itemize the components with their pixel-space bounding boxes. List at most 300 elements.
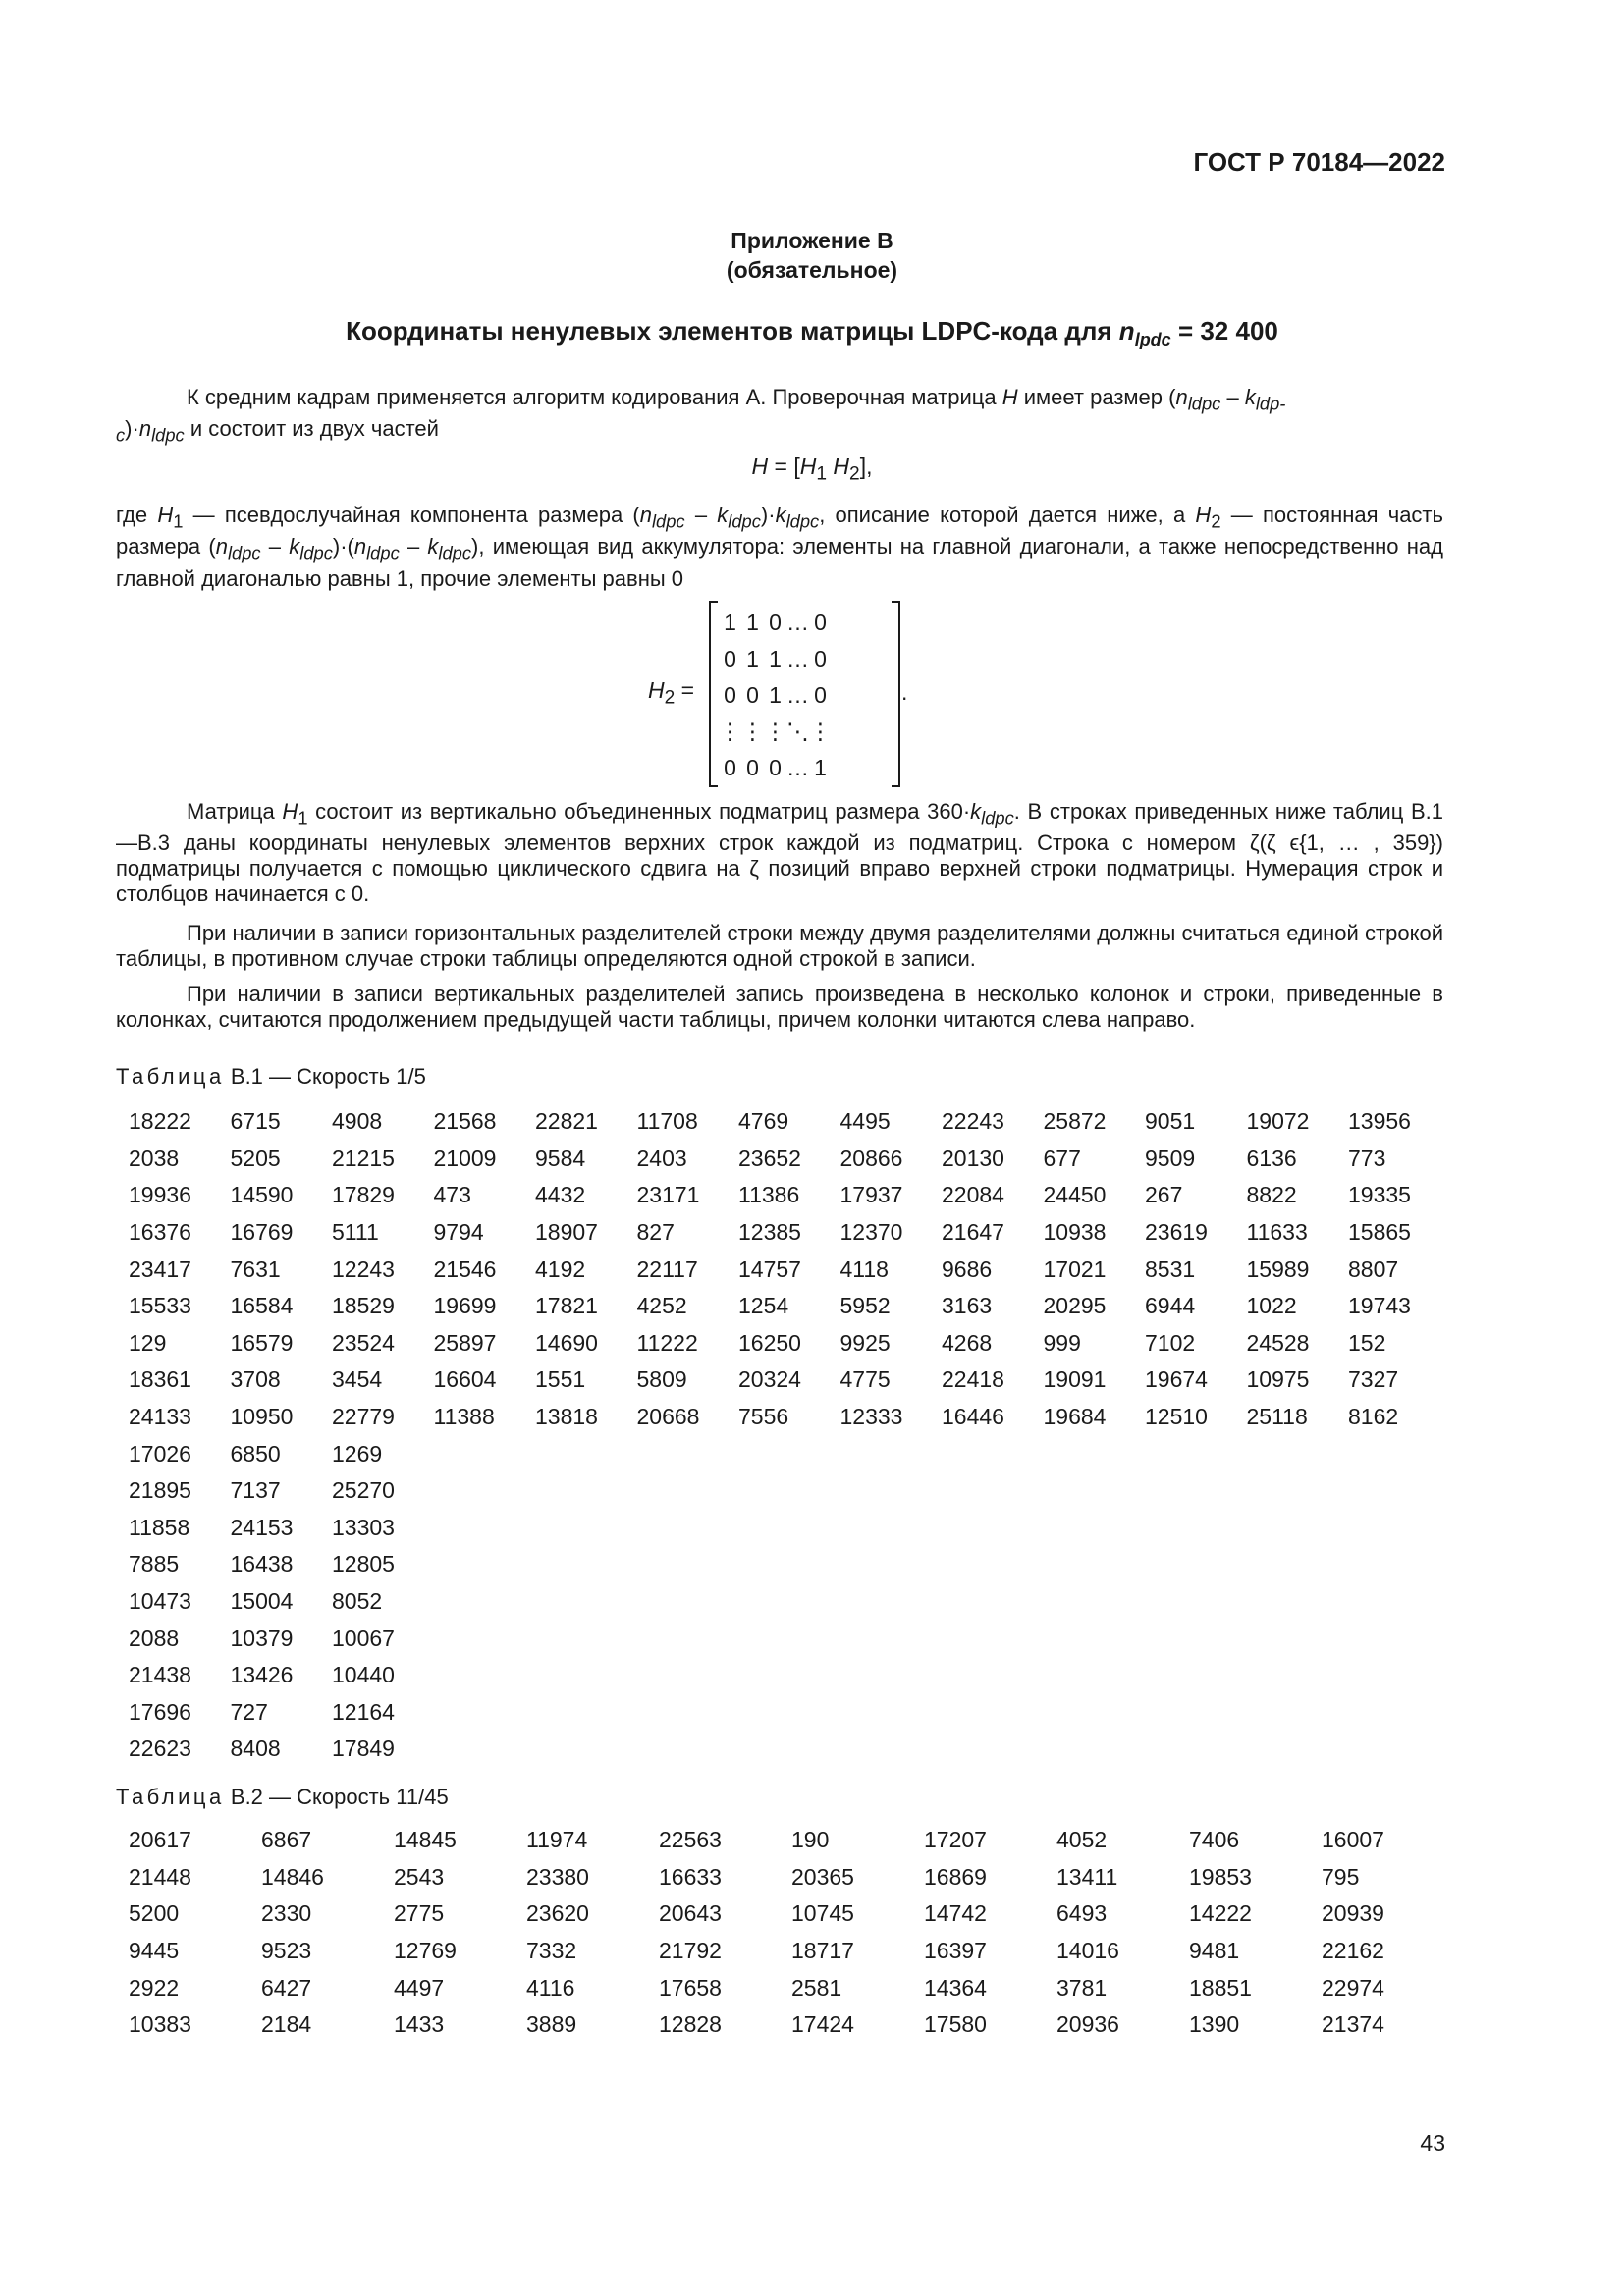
table1-cell bbox=[1145, 1620, 1247, 1657]
table1-cell bbox=[1145, 1546, 1247, 1583]
table1-cell: 11633 bbox=[1246, 1219, 1308, 1246]
table1-row bbox=[129, 1620, 1450, 1657]
table1-cell: 16250 bbox=[738, 1329, 801, 1356]
table1-cell: 20866 bbox=[839, 1145, 903, 1171]
table1-cell bbox=[1247, 1583, 1349, 1621]
table1-row bbox=[129, 1472, 1450, 1510]
table2-cell: 7406 bbox=[1189, 1827, 1240, 1853]
table1-cell bbox=[637, 1510, 739, 1547]
table2-row bbox=[129, 1822, 1454, 1859]
table1-cell: 22821 bbox=[535, 1108, 598, 1135]
table1-cell: 19936 bbox=[129, 1182, 191, 1208]
table1-cell: 23652 bbox=[738, 1145, 801, 1171]
table1-cell bbox=[434, 1435, 536, 1472]
table1-cell: 4252 bbox=[636, 1293, 687, 1319]
table1-cell: 11708 bbox=[636, 1108, 698, 1135]
table2-cell: 2184 bbox=[261, 2011, 312, 2038]
table2-cell: 16869 bbox=[924, 1863, 987, 1890]
table2-cell: 11974 bbox=[526, 1827, 588, 1853]
table1-cell bbox=[738, 1435, 840, 1472]
table2-cell: 10383 bbox=[129, 2011, 191, 2038]
table1-row bbox=[129, 1583, 1450, 1621]
table1-cell bbox=[1247, 1731, 1349, 1768]
table1-cell: 5111 bbox=[332, 1219, 379, 1246]
table1-cell: 8807 bbox=[1348, 1255, 1399, 1282]
table1-cell: 18361 bbox=[129, 1366, 191, 1393]
table2-cell: 17424 bbox=[791, 2011, 854, 2038]
table1-cell bbox=[535, 1435, 637, 1472]
table1-cell bbox=[1348, 1435, 1450, 1472]
table1-cell: 17696 bbox=[129, 1698, 191, 1725]
document-code: ГОСТ Р 70184—2022 bbox=[1193, 147, 1445, 177]
intro-paragraph-1: К средним кадрам применяется алгоритм кодирования А. Проверочная матрица H имеет размер ($n_{ldpc} - k_{ldp-}$ $_c)\cdot n_{ldpc}$ и состоит из двух частей bbox=[116, 385, 1286, 446]
table1-cell bbox=[942, 1546, 1044, 1583]
table2-cell: 14742 bbox=[924, 1900, 987, 1927]
table1-cell: 1254 bbox=[738, 1293, 789, 1319]
table1-cell: 15865 bbox=[1348, 1219, 1411, 1246]
table2-cell: 17207 bbox=[924, 1827, 987, 1853]
table1-cell: 10938 bbox=[1043, 1219, 1107, 1246]
matrix-cell: … bbox=[786, 646, 809, 671]
table1-cell bbox=[840, 1694, 943, 1732]
table1-cell: 24450 bbox=[1043, 1182, 1107, 1208]
table1-cell: 5205 bbox=[230, 1145, 281, 1171]
table1-cell bbox=[637, 1435, 739, 1472]
intro-paragraph-2: где $H_1$ — псевдослучайная компонента размера $(n_{ldpc} - k_{ldpc})\cdot k_{ldpc}$, описание которой дается ниже, а $H_2$ — постоянная часть размера $(n_{ldpc} - k_{ldpc})\cdot(n_{ldpc} - k_{ldpc})$, имеющая вид аккумулятора: элементы на главной диагонали, а также непосредственно над главной диагональю равны 1, прочие элементы равны 0 bbox=[116, 503, 1443, 591]
table1-cell: 9686 bbox=[942, 1255, 993, 1282]
matrix-cell: ⋮ bbox=[809, 719, 832, 744]
table1-cell: 10473 bbox=[129, 1588, 191, 1615]
table1-cell: 129 bbox=[129, 1329, 167, 1356]
table1-cell: 19743 bbox=[1348, 1293, 1411, 1319]
table1-cell: 20295 bbox=[1043, 1293, 1107, 1319]
table2-row bbox=[129, 1859, 1454, 1896]
matrix-cell: 0 bbox=[814, 682, 827, 708]
table1-cell: 17829 bbox=[332, 1182, 395, 1208]
table1-cell: 1022 bbox=[1246, 1293, 1297, 1319]
table2-cell: 2922 bbox=[129, 1974, 180, 2001]
table1-cell: 18529 bbox=[332, 1293, 395, 1319]
table1-cell: 5952 bbox=[839, 1293, 891, 1319]
table1-cell: 21647 bbox=[942, 1219, 1004, 1246]
table2-cell: 22162 bbox=[1322, 1938, 1384, 1964]
table2-cell: 21792 bbox=[659, 1938, 722, 1964]
table2-cell: 14016 bbox=[1056, 1938, 1119, 1964]
table1-cell: 9051 bbox=[1145, 1108, 1196, 1135]
table1-cell bbox=[1247, 1694, 1349, 1732]
matrix-row bbox=[719, 677, 832, 714]
matrix-row bbox=[719, 714, 832, 750]
table1-cell bbox=[738, 1657, 840, 1694]
table1-cell: 1551 bbox=[535, 1366, 586, 1393]
table1-cell: 17821 bbox=[535, 1293, 598, 1319]
appendix-status: (обязательное) bbox=[726, 257, 898, 283]
table1-cell bbox=[1247, 1657, 1349, 1694]
table1-cell bbox=[434, 1583, 536, 1621]
table1-row bbox=[129, 1399, 1450, 1436]
table1-cell bbox=[840, 1731, 943, 1768]
table1-cell bbox=[840, 1620, 943, 1657]
table1-cell: 4908 bbox=[332, 1108, 383, 1135]
table1-row bbox=[129, 1214, 1450, 1252]
table1-cell bbox=[1348, 1510, 1450, 1547]
table1-cell: 4118 bbox=[839, 1255, 889, 1282]
table1-cell: 12805 bbox=[332, 1551, 395, 1577]
matrix-cell: 0 bbox=[769, 755, 782, 780]
table1-cell: 19072 bbox=[1246, 1108, 1310, 1135]
table2-cell: 7332 bbox=[526, 1938, 577, 1964]
table1-cell bbox=[738, 1472, 840, 1510]
matrix-row bbox=[719, 605, 832, 641]
table1-cell: 2038 bbox=[129, 1145, 180, 1171]
table1-cell bbox=[840, 1472, 943, 1510]
table2-cell: 17658 bbox=[659, 1974, 722, 2001]
table2-caption: Таблица В.2 — Скорость 11/45 bbox=[116, 1785, 449, 1809]
table1-cell: 7137 bbox=[230, 1477, 281, 1504]
table1-cell: 15989 bbox=[1246, 1255, 1310, 1282]
table2-row bbox=[129, 1933, 1454, 1970]
table1-cell bbox=[1145, 1731, 1247, 1768]
table1-row bbox=[129, 1731, 1450, 1768]
table1-row bbox=[129, 1325, 1450, 1362]
table1-cell: 6136 bbox=[1246, 1145, 1297, 1171]
table1-row bbox=[129, 1251, 1450, 1288]
table1-cell: 6850 bbox=[230, 1440, 281, 1467]
table1-cell: 6944 bbox=[1145, 1293, 1196, 1319]
table2-cell: 16397 bbox=[924, 1938, 987, 1964]
table1-cell: 12370 bbox=[839, 1219, 903, 1246]
table2-cell: 13411 bbox=[1056, 1863, 1118, 1890]
table1-cell bbox=[535, 1583, 637, 1621]
table1-cell bbox=[1247, 1510, 1349, 1547]
table2-cell: 1390 bbox=[1189, 2011, 1240, 2038]
table1-cell bbox=[942, 1731, 1044, 1768]
table1-cell bbox=[1348, 1546, 1450, 1583]
table1-cell: 267 bbox=[1145, 1182, 1183, 1208]
table2-cell: 4497 bbox=[394, 1974, 445, 2001]
table1-cell: 16584 bbox=[230, 1293, 294, 1319]
table1-cell bbox=[942, 1694, 1044, 1732]
matrix-cell: ⋮ bbox=[741, 719, 764, 744]
table2-cell: 190 bbox=[791, 1827, 830, 1853]
table1-cell: 22623 bbox=[129, 1735, 191, 1762]
matrix-cell: 1 bbox=[814, 755, 827, 780]
matrix-cell: 1 bbox=[724, 610, 736, 635]
table2-cell: 795 bbox=[1322, 1863, 1360, 1890]
table2-cell: 20365 bbox=[791, 1863, 854, 1890]
table2-cell: 22563 bbox=[659, 1827, 722, 1853]
matrix-cell: 0 bbox=[724, 646, 736, 671]
table1-cell: 17021 bbox=[1043, 1255, 1107, 1282]
table1-cell bbox=[738, 1731, 840, 1768]
table1-cell bbox=[434, 1731, 536, 1768]
matrix-cell: 0 bbox=[769, 610, 782, 635]
table1-cell: 12164 bbox=[332, 1698, 395, 1725]
matrix-row bbox=[719, 750, 832, 786]
matrix-cell: 0 bbox=[746, 755, 759, 780]
table2-cell: 18851 bbox=[1189, 1974, 1252, 2001]
table1-cell: 19684 bbox=[1043, 1404, 1107, 1430]
matrix-left-bracket bbox=[709, 601, 718, 787]
table2-row bbox=[129, 2006, 1454, 2044]
table1-cell: 7631 bbox=[230, 1255, 281, 1282]
table1-cell bbox=[535, 1546, 637, 1583]
table2-cell: 6427 bbox=[261, 1974, 312, 2001]
table2-cell: 14845 bbox=[394, 1827, 457, 1853]
table1-cell bbox=[1044, 1657, 1146, 1694]
table1-row bbox=[129, 1103, 1450, 1141]
table2-cell: 12828 bbox=[659, 2011, 722, 2038]
table2-cell: 20643 bbox=[659, 1900, 722, 1927]
table2-cell: 20939 bbox=[1322, 1900, 1384, 1927]
table2-cell: 9523 bbox=[261, 1938, 312, 1964]
table1-cell bbox=[1044, 1694, 1146, 1732]
table1-cell: 12243 bbox=[332, 1255, 395, 1282]
table2-cell: 14846 bbox=[261, 1863, 324, 1890]
table1-cell bbox=[535, 1620, 637, 1657]
table1-cell bbox=[840, 1657, 943, 1694]
table1-cell bbox=[1145, 1472, 1247, 1510]
table1-cell bbox=[535, 1510, 637, 1547]
matrix-cell: … bbox=[786, 682, 809, 708]
table1-cell: 19335 bbox=[1348, 1182, 1411, 1208]
table2-cell: 21448 bbox=[129, 1863, 191, 1890]
table1-cell bbox=[738, 1694, 840, 1732]
table1-cell: 14690 bbox=[535, 1329, 598, 1356]
table1-cell bbox=[1044, 1731, 1146, 1768]
table1-cell bbox=[434, 1472, 536, 1510]
table1-cell bbox=[434, 1510, 536, 1547]
table1-cell: 15004 bbox=[230, 1588, 294, 1615]
table1-cell bbox=[942, 1435, 1044, 1472]
table1-cell bbox=[1348, 1731, 1450, 1768]
table1-cell: 4268 bbox=[942, 1329, 993, 1356]
table2-row bbox=[129, 1969, 1454, 2006]
matrix-cell: … bbox=[786, 610, 809, 635]
table2-cell: 2775 bbox=[394, 1900, 445, 1927]
table1-cell: 2403 bbox=[636, 1145, 687, 1171]
appendix-heading: Координаты ненулевых элементов матрицы LDPC-кода для $n_{lpdc} = 32$ 400 bbox=[346, 316, 1278, 350]
table1-cell: 773 bbox=[1348, 1145, 1386, 1171]
table1-cell bbox=[1348, 1583, 1450, 1621]
table1-cell bbox=[637, 1546, 739, 1583]
table1-row bbox=[129, 1546, 1450, 1583]
table1-cell: 3163 bbox=[942, 1293, 993, 1319]
table1-cell: 10440 bbox=[332, 1662, 395, 1688]
table1-cell bbox=[840, 1546, 943, 1583]
table1-cell bbox=[535, 1657, 637, 1694]
table2-cell: 2330 bbox=[261, 1900, 312, 1927]
table1-cell: 473 bbox=[433, 1182, 471, 1208]
table1-cell: 152 bbox=[1348, 1329, 1386, 1356]
table1-cell: 827 bbox=[636, 1219, 675, 1246]
matrix-cell: 1 bbox=[746, 610, 759, 635]
matrix-cell: 0 bbox=[724, 755, 736, 780]
table1-cell bbox=[637, 1472, 739, 1510]
matrix-label: $H_2$ = bbox=[648, 677, 695, 709]
table1-cell: 3708 bbox=[230, 1366, 281, 1393]
table1-cell: 23524 bbox=[332, 1329, 395, 1356]
table1-cell: 8052 bbox=[332, 1588, 383, 1615]
table1-cell: 12510 bbox=[1145, 1404, 1208, 1430]
table1-cell: 677 bbox=[1043, 1145, 1081, 1171]
table1-cell bbox=[637, 1657, 739, 1694]
table1-cell: 23619 bbox=[1145, 1219, 1208, 1246]
table1-cell: 9509 bbox=[1145, 1145, 1196, 1171]
table2-cell: 10745 bbox=[791, 1900, 854, 1927]
table1-cell: 11858 bbox=[129, 1514, 190, 1540]
table1-cell: 7327 bbox=[1348, 1366, 1399, 1393]
table1-cell bbox=[738, 1510, 840, 1547]
table1-cell bbox=[1044, 1435, 1146, 1472]
table1-cell bbox=[1145, 1510, 1247, 1547]
table2-cell: 4116 bbox=[526, 1974, 575, 2001]
table1-cell: 10950 bbox=[230, 1404, 294, 1430]
table1-cell: 13303 bbox=[332, 1514, 395, 1540]
appendix-title: Приложение В bbox=[731, 228, 893, 253]
table1-cell bbox=[1348, 1472, 1450, 1510]
table1-cell bbox=[840, 1510, 943, 1547]
table1-cell: 18907 bbox=[535, 1219, 598, 1246]
table2-cell: 16007 bbox=[1322, 1827, 1384, 1853]
table1-cell bbox=[1044, 1510, 1146, 1547]
table1-cell: 13956 bbox=[1348, 1108, 1411, 1135]
table1-cell: 23171 bbox=[636, 1182, 700, 1208]
table1-cell: 2088 bbox=[129, 1625, 180, 1651]
table1-cell: 4495 bbox=[839, 1108, 891, 1135]
matrix-cell: ⋱ bbox=[786, 719, 809, 744]
page-number: 43 bbox=[1420, 2130, 1445, 2156]
table1-cell: 13426 bbox=[230, 1662, 294, 1688]
table1-cell: 19699 bbox=[433, 1293, 497, 1319]
table1-cell bbox=[942, 1510, 1044, 1547]
table1-cell bbox=[1044, 1546, 1146, 1583]
table1-cell bbox=[738, 1546, 840, 1583]
table1-cell bbox=[434, 1546, 536, 1583]
matrix-cell: 0 bbox=[814, 646, 827, 671]
table1-cell bbox=[637, 1620, 739, 1657]
table1-cell: 10975 bbox=[1246, 1366, 1310, 1393]
table2-row bbox=[129, 1896, 1454, 1933]
table1-cell: 19091 bbox=[1043, 1366, 1107, 1393]
table1-cell: 4192 bbox=[535, 1255, 586, 1282]
matrix-row bbox=[719, 641, 832, 677]
table1-cell bbox=[1145, 1657, 1247, 1694]
table1-cell: 24133 bbox=[129, 1404, 191, 1430]
table1-cell: 17026 bbox=[129, 1440, 191, 1467]
table1-cell: 8822 bbox=[1246, 1182, 1297, 1208]
table1-cell bbox=[434, 1620, 536, 1657]
table1-cell: 25270 bbox=[332, 1477, 395, 1504]
table1-cell: 22117 bbox=[636, 1255, 698, 1282]
table1-cell: 10067 bbox=[332, 1625, 395, 1651]
matrix-cell: ⋮ bbox=[719, 719, 741, 744]
table1-cell: 16446 bbox=[942, 1404, 1004, 1430]
table2-rate-11-45 bbox=[129, 1822, 1454, 2044]
table1-cell bbox=[840, 1435, 943, 1472]
formula-h: $H = [H_1$ $H_2$], bbox=[751, 454, 873, 485]
table1-cell: 19674 bbox=[1145, 1366, 1208, 1393]
table1-cell bbox=[942, 1583, 1044, 1621]
table1-cell: 7885 bbox=[129, 1551, 180, 1577]
table2-cell: 9445 bbox=[129, 1938, 180, 1964]
table1-cell: 21009 bbox=[433, 1145, 497, 1171]
table1-cell: 24153 bbox=[230, 1514, 294, 1540]
table1-cell: 12333 bbox=[839, 1404, 903, 1430]
table1-cell: 21568 bbox=[433, 1108, 497, 1135]
table1-cell: 13818 bbox=[535, 1404, 598, 1430]
table1-row bbox=[129, 1288, 1450, 1325]
table1-cell: 16438 bbox=[230, 1551, 294, 1577]
table1-cell bbox=[1044, 1583, 1146, 1621]
table1-cell: 20324 bbox=[738, 1366, 801, 1393]
table1-row bbox=[129, 1141, 1450, 1178]
table1-cell: 10379 bbox=[230, 1625, 294, 1651]
table1-cell: 22418 bbox=[942, 1366, 1004, 1393]
table1-cell bbox=[637, 1731, 739, 1768]
table1-cell: 22084 bbox=[942, 1182, 1004, 1208]
table1-caption: Таблица В.1 — Скорость 1/5 bbox=[116, 1064, 426, 1089]
table1-cell: 18222 bbox=[129, 1108, 191, 1135]
table1-cell bbox=[1348, 1657, 1450, 1694]
table1-cell: 9584 bbox=[535, 1145, 586, 1171]
matrix-cell: 1 bbox=[746, 646, 759, 671]
table1-cell: 21438 bbox=[129, 1662, 191, 1688]
table1-cell bbox=[637, 1694, 739, 1732]
matrix-cell: 0 bbox=[746, 682, 759, 708]
table1-cell: 4775 bbox=[839, 1366, 891, 1393]
table1-row bbox=[129, 1657, 1450, 1694]
table1-cell: 22243 bbox=[942, 1108, 1004, 1135]
table1-cell bbox=[942, 1620, 1044, 1657]
table1-cell: 5809 bbox=[636, 1366, 687, 1393]
table2-cell: 4052 bbox=[1056, 1827, 1108, 1853]
table1-cell bbox=[942, 1472, 1044, 1510]
table2-cell: 3781 bbox=[1056, 1974, 1108, 2001]
table1-row bbox=[129, 1362, 1450, 1399]
table1-cell bbox=[1348, 1694, 1450, 1732]
table1-cell: 20130 bbox=[942, 1145, 1004, 1171]
table1-cell: 7102 bbox=[1145, 1329, 1196, 1356]
table1-cell bbox=[1247, 1472, 1349, 1510]
table1-cell bbox=[535, 1472, 637, 1510]
table1-cell: 8408 bbox=[230, 1735, 281, 1762]
table1-cell: 22779 bbox=[332, 1404, 395, 1430]
table2-cell: 9481 bbox=[1189, 1938, 1240, 1964]
table1-cell: 25897 bbox=[433, 1329, 497, 1356]
table1-cell: 727 bbox=[230, 1698, 268, 1725]
table1-cell bbox=[942, 1657, 1044, 1694]
table2-cell: 20617 bbox=[129, 1827, 191, 1853]
table1-cell bbox=[840, 1583, 943, 1621]
table1-cell: 12385 bbox=[738, 1219, 801, 1246]
table1-row bbox=[129, 1177, 1450, 1214]
table2-cell: 6867 bbox=[261, 1827, 312, 1853]
table1-cell: 15533 bbox=[129, 1293, 191, 1319]
table1-cell: 8162 bbox=[1348, 1404, 1399, 1430]
table1-cell bbox=[535, 1694, 637, 1732]
matrix-cell: 1 bbox=[769, 682, 782, 708]
table1-cell: 21546 bbox=[433, 1255, 497, 1282]
table1-row bbox=[129, 1694, 1450, 1732]
table2-cell: 14222 bbox=[1189, 1900, 1252, 1927]
table2-cell: 14364 bbox=[924, 1974, 987, 2001]
table1-cell: 21895 bbox=[129, 1477, 191, 1504]
table2-cell: 18717 bbox=[791, 1938, 854, 1964]
table1-cell: 11388 bbox=[433, 1404, 495, 1430]
table1-cell: 25118 bbox=[1246, 1404, 1308, 1430]
table2-cell: 23380 bbox=[526, 1863, 589, 1890]
